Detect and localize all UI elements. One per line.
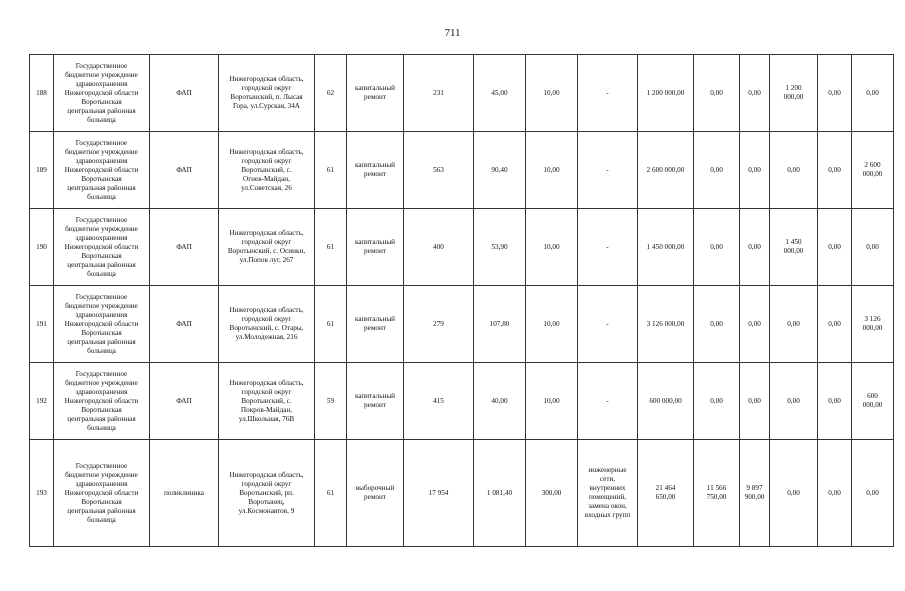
- row-number: 192: [30, 363, 54, 440]
- code-cell: 62: [315, 55, 347, 132]
- value-cell: 0,00: [770, 132, 818, 209]
- value-cell: 10,00: [526, 55, 578, 132]
- value-cell: 0,00: [818, 209, 852, 286]
- value-cell: 279: [404, 286, 474, 363]
- value-cell: 231: [404, 55, 474, 132]
- value-cell: 0,00: [852, 440, 894, 547]
- code-cell: 61: [315, 209, 347, 286]
- value-cell: 11 566 750,00: [694, 440, 740, 547]
- page-number: 711: [444, 27, 461, 39]
- work-type: капитальный ремонт: [347, 209, 404, 286]
- facility-address: Нижегородская область, городской округ Воротынский, с. Отары, ул.Молодежная, 216: [219, 286, 315, 363]
- total-cost: 3 126 000,00: [638, 286, 694, 363]
- work-type: капитальный ремонт: [347, 55, 404, 132]
- value-cell: 10,00: [526, 363, 578, 440]
- value-cell: 563: [404, 132, 474, 209]
- total-cost: 21 464 650,00: [638, 440, 694, 547]
- value-cell: 0,00: [852, 209, 894, 286]
- row-number: 190: [30, 209, 54, 286]
- value-cell: 0,00: [818, 286, 852, 363]
- table-row: [30, 363, 894, 440]
- work-description: -: [578, 55, 638, 132]
- table-row: [30, 132, 894, 209]
- work-description: -: [578, 132, 638, 209]
- value-cell: 3 126 000,00: [852, 286, 894, 363]
- value-cell: 0,00: [818, 363, 852, 440]
- organization-name: Государственное бюджетное учреждение здравоохранения Нижегородской области Воротынская центральная районная больница: [54, 286, 150, 363]
- facility-address: Нижегородская область, городской округ Воротынский, п. Лысая Гора, ул.Сурская, 34А: [219, 55, 315, 132]
- value-cell: 300,00: [526, 440, 578, 547]
- row-number: 189: [30, 132, 54, 209]
- work-type: капитальный ремонт: [347, 132, 404, 209]
- table-row: [30, 286, 894, 363]
- value-cell: 415: [404, 363, 474, 440]
- value-cell: 107,80: [474, 286, 526, 363]
- work-description: -: [578, 363, 638, 440]
- table-row: [30, 209, 894, 286]
- total-cost: 2 600 000,00: [638, 132, 694, 209]
- total-cost: 1 200 000,00: [638, 55, 694, 132]
- work-type: капитальный ремонт: [347, 286, 404, 363]
- value-cell: 90,40: [474, 132, 526, 209]
- row-number: 193: [30, 440, 54, 547]
- value-cell: 0,00: [740, 363, 770, 440]
- organization-name: Государственное бюджетное учреждение здравоохранения Нижегородской области Воротынская центральная районная больница: [54, 363, 150, 440]
- table-row: [30, 55, 894, 132]
- value-cell: 0,00: [818, 55, 852, 132]
- value-cell: 0,00: [694, 286, 740, 363]
- value-cell: 0,00: [694, 363, 740, 440]
- value-cell: 0,00: [852, 55, 894, 132]
- value-cell: 0,00: [740, 132, 770, 209]
- value-cell: 1 450 000,00: [770, 209, 818, 286]
- facility-address: Нижегородская область, городской округ Воротынский, с. Огнев-Майдан, ул.Советская, 26: [219, 132, 315, 209]
- facility-type: ФАП: [150, 363, 219, 440]
- organization-name: Государственное бюджетное учреждение здравоохранения Нижегородской области Воротынская центральная районная больница: [54, 55, 150, 132]
- facility-type: ФАП: [150, 55, 219, 132]
- value-cell: 400: [404, 209, 474, 286]
- value-cell: 9 897 900,00: [740, 440, 770, 547]
- row-number: 188: [30, 55, 54, 132]
- code-cell: 59: [315, 363, 347, 440]
- work-type: выборочный ремонт: [347, 440, 404, 547]
- total-cost: 600 000,00: [638, 363, 694, 440]
- facility-type: ФАП: [150, 209, 219, 286]
- value-cell: 17 954: [404, 440, 474, 547]
- organization-name: Государственное бюджетное учреждение здравоохранения Нижегородской области Воротынская центральная районная больница: [54, 440, 150, 547]
- value-cell: 0,00: [818, 132, 852, 209]
- value-cell: 0,00: [770, 440, 818, 547]
- value-cell: 45,00: [474, 55, 526, 132]
- value-cell: 1 200 000,00: [770, 55, 818, 132]
- value-cell: 1 081,40: [474, 440, 526, 547]
- value-cell: 0,00: [694, 209, 740, 286]
- value-cell: 0,00: [740, 209, 770, 286]
- value-cell: 0,00: [740, 286, 770, 363]
- value-cell: 0,00: [770, 286, 818, 363]
- value-cell: 40,00: [474, 363, 526, 440]
- value-cell: 0,00: [818, 440, 852, 547]
- work-type: капитальный ремонт: [347, 363, 404, 440]
- code-cell: 61: [315, 132, 347, 209]
- value-cell: 2 600 000,00: [852, 132, 894, 209]
- facility-type: поликлиника: [150, 440, 219, 547]
- value-cell: 10,00: [526, 286, 578, 363]
- value-cell: 0,00: [770, 363, 818, 440]
- work-description: -: [578, 209, 638, 286]
- value-cell: 0,00: [740, 55, 770, 132]
- table-row: [30, 440, 894, 547]
- organization-name: Государственное бюджетное учреждение здравоохранения Нижегородской области Воротынская центральная районная больница: [54, 209, 150, 286]
- value-cell: 600 000,00: [852, 363, 894, 440]
- value-cell: 10,00: [526, 132, 578, 209]
- code-cell: 61: [315, 440, 347, 547]
- value-cell: 10,00: [526, 209, 578, 286]
- row-number: 191: [30, 286, 54, 363]
- facility-address: Нижегородская область, городской округ Воротынский, рп. Воротынец, ул.Космонавтов, 9: [219, 440, 315, 547]
- organization-name: Государственное бюджетное учреждение здравоохранения Нижегородской области Воротынская центральная районная больница: [54, 132, 150, 209]
- facility-address: Нижегородская область, городской округ Воротынский, с. Покров-Майдан, ул.Школьная, 76В: [219, 363, 315, 440]
- value-cell: 53,90: [474, 209, 526, 286]
- facility-type: ФАП: [150, 132, 219, 209]
- value-cell: 0,00: [694, 132, 740, 209]
- total-cost: 1 450 000,00: [638, 209, 694, 286]
- facilities-table: [29, 54, 894, 547]
- facility-type: ФАП: [150, 286, 219, 363]
- code-cell: 61: [315, 286, 347, 363]
- work-description: -: [578, 286, 638, 363]
- value-cell: 0,00: [694, 55, 740, 132]
- facility-address: Нижегородская область, городской округ Воротынский, с. Осинки, ул.Попов луг, 267: [219, 209, 315, 286]
- work-description: инженерные сети, внутренних помещений, замена окон, входных групп: [578, 440, 638, 547]
